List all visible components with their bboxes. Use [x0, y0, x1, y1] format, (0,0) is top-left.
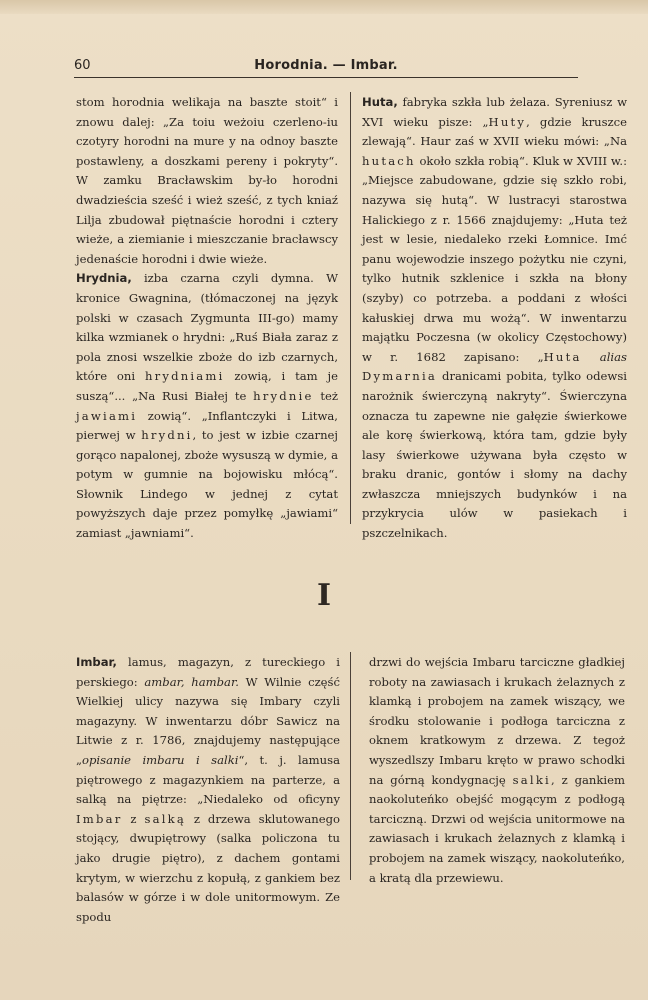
entry-imbar-continued: [369, 653, 625, 888]
italic-term: alias: [581, 349, 627, 364]
column-left-top: [76, 93, 338, 544]
column-divider-top: [350, 92, 351, 524]
column-left-bottom: [76, 653, 340, 927]
spaced-term: Dymarnia: [362, 369, 437, 384]
entry-text: “, t. j. lamusa piętrowego z magazynkiem na parterze, a salką na piętrze: „Niedaleko od oficyny: [76, 752, 340, 807]
spaced-term: hrydnie: [253, 388, 314, 403]
page-number: 60: [74, 58, 91, 73]
column-divider-bottom: [350, 652, 351, 880]
entry-text: drzwi do wejścia Imbaru tarciczne gładkiej roboty na zawiasach i krukach żelaznych z klamką i probojem na zamek wiszący, we środku stolowanie i podłoga tarciczna z oknem kratkowym z drzewa. Z tegoż wyszedlszy Imbaru kręto w prawo schodki na górną kondygnację: [369, 655, 625, 787]
entry-text: izba czarna czyli dymna. W kronice Gwagnina, (tłómaczonej na język polski w czasach Zygmunta III-go) mamy kilka wzmianek o hrydni: „Ruś Biała zaraz z pola znosi wszelkie zboże do izb czarnych, które oni: [76, 271, 338, 384]
entry-text: około szkła robią“. Kluk w XVIII w.: „Miejsce zabudowane, gdzie się szkło robi, nazywa się hutą“. W lustracyi starostwa Halickiego z r. 1566 znajdujemy: „Huta też jest w lesie, niedaleko rzeki Łomnice. Imć panu wojewodzie inszego pożytku nie czyni, tylko hutnik szklenice i szkła na błony (szyby) co potrzeba. a poddani z włości kałuskiej drwa mu wożą“. W inwentarzu majątku Poczesna (w okolicy Częstochowy) w r. 1682 zapisano: „: [362, 153, 627, 364]
entry-text: też: [313, 388, 338, 403]
spaced-term: hrydniami: [144, 369, 225, 384]
entry-text: z: [122, 811, 145, 826]
running-title: Horodnia. — Imbar.: [254, 58, 398, 73]
spaced-term: hutach: [362, 153, 416, 168]
headword-imbar: Imbar,: [76, 655, 117, 669]
entry-text: dranicami pobita, tylko odewsi narożnik świerczyną nakryty“. Świerczyna oznacza tu zapewne nie gałęzie świerkowe ale korę świerkową, która tam, gdzie były lasy świerkowe używana była często w braku dranic, gontów i słomy na dachy zwłaszcza mniejszych budynków i na przykrycia ulów w pasiekach i pszczelnikach.: [362, 369, 627, 541]
entry-text: , to jest w izbie czarnej gorąco napalonej, zboże wysuszą w dymie, a potym w gumnie na bojowisku młócą“. Słownik Lindego w jednej z cytat powyższych daje przez pomyłkę „jawiami“ zamiast „jawniami“.: [76, 428, 338, 541]
spaced-term: Huta: [543, 349, 582, 364]
headword-hrydnia: Hrydnia,: [76, 271, 132, 286]
column-right-top: [362, 93, 627, 544]
spaced-term: salki: [512, 772, 551, 787]
spaced-term: hrydni: [141, 428, 193, 443]
entry-huta: [362, 93, 627, 544]
entry-text: W Wilnie część Wielkiej ulicy nazywa się Imbary czyli magazyny. W inwentarzu dóbr Sawicz na Litwie z r. 1786, znajdujemy następujące „: [76, 674, 340, 767]
entry-text: zowią, i tam je suszą“... „Na Rusi Białej te: [76, 369, 338, 403]
italic-term: opisanie imbaru i salki: [82, 752, 239, 767]
entry-text: , gdzie kruszce zlewają“. Haur zaś w XVII wieku mówi: „Na: [362, 114, 627, 149]
spaced-term: salką: [144, 811, 186, 826]
column-right-bottom: [369, 653, 625, 888]
spaced-term: Huty: [488, 114, 527, 129]
spaced-term: jawiami: [76, 408, 138, 423]
spaced-term: Imbar: [76, 811, 123, 826]
headword-huta: Huta,: [362, 95, 398, 109]
entry-text: fabryka szkła lub żelaza. Syreniusz w XVI wieku pisze: „: [362, 95, 627, 129]
header-rule: [74, 77, 578, 78]
entry-text: zowią“. „Inflantczyki i Litwa, pierwej w: [76, 408, 338, 443]
entry-hrydnia: [76, 269, 338, 543]
entry-text: , z gankiem naokoluteńko obejść mogącym z podłogą tarciczną. Drzwi od wejścia unitormowe na zawiasach i krukach żelaznych z klamką i probojem na zamek wiszący, naokoluteńko, a kratą dla przewiewu.: [369, 772, 625, 885]
running-header: [74, 58, 578, 78]
entry-text: lamus, magazyn, z tureckiego i perskiego:: [76, 655, 340, 689]
entry-imbar: [76, 653, 340, 927]
section-letter: I: [316, 578, 332, 613]
italic-term: ambar, hambar.: [144, 674, 239, 689]
page-top-edge: [0, 0, 648, 14]
paragraph-horodnia-continued: stom horodnia welikaja na baszte stoit“ i znowu dalej: „Za toiu weżoiu czerleno-iu czotyry horodni na mure y na odnoy baszte postawleny, a doszkami pereny i pokryty“. W zamku Bracławskim by-ło horodni dwadzieścia sześć i wież sześć, z tych kniaź Lilja zbudował piętnaście horodni i cztery wieże, a ziemianie i mieszczanie bracławscy jedenaście horodni i dwie wieże.: [76, 95, 338, 266]
entry-text: z drzewa sklutowanego stojący, dwupiętrowy (salka policzona tu jako drugie piętro), z dachem gontami krytym, w wierzchu z kopułą, z gankiem bez balasów w górze i w dole unitormowym. Ze spodu: [76, 811, 340, 924]
